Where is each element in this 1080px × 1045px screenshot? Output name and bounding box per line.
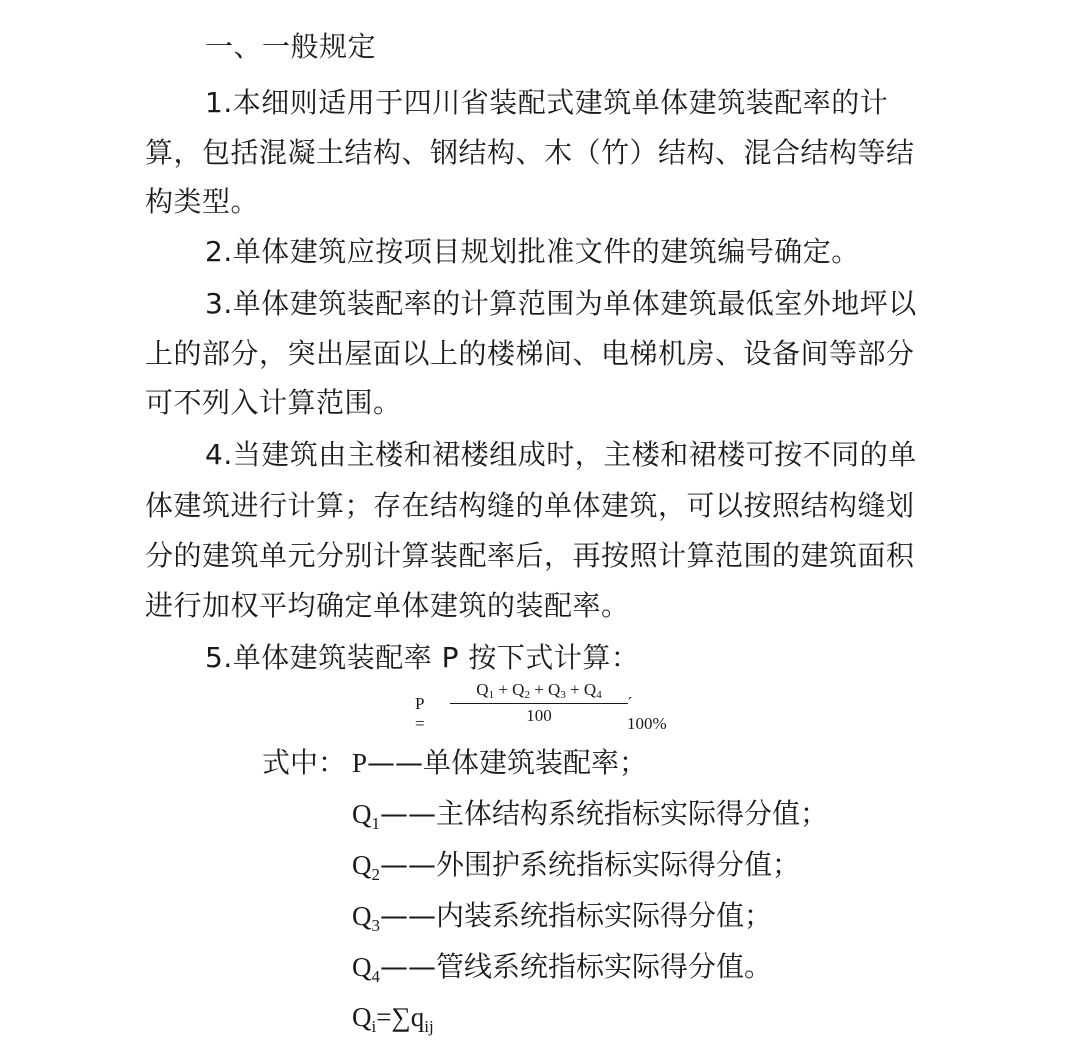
paragraph-4-line-3: 分的建筑单元分别计算装配率后，再按照计算范围的建筑面积 <box>145 539 915 572</box>
paragraph-1-line-1: 1.本细则适用于四川省装配式建筑单体建筑装配率的计 <box>205 86 889 119</box>
paragraph-3-line-1: 3.单体建筑装配率的计算范围为单体建筑最低室外地坪以 <box>205 287 917 320</box>
section-heading: 一、一般规定 <box>205 30 377 63</box>
formula-fraction <box>450 680 628 726</box>
formula-numerator: Q1 + Q2 + Q3 + Q4 <box>450 680 628 704</box>
formula-rhs: ´ 100% <box>627 694 667 733</box>
definition-q3: $Q_3——$内装系统指标实际得分值； <box>352 899 773 935</box>
paragraph-4-line-1: 4.当建筑由主楼和裙楼组成时，主楼和裙楼可按不同的单 <box>205 438 917 471</box>
sum-formula: $Q_i=\sum q_{ij}$ <box>352 1002 434 1036</box>
where-label: 式中： <box>262 746 347 779</box>
paragraph-5-line-1: 5.单体建筑装配率 P 按下式计算： <box>205 641 640 674</box>
formula-lhs: P = <box>415 694 425 733</box>
paragraph-3-line-2: 上的部分，突出屋面以上的楼梯间、电梯机房、设备间等部分 <box>145 337 915 370</box>
paragraph-4-line-2: 体建筑进行计算；存在结构缝的单体建筑，可以按照结构缝划 <box>145 489 915 522</box>
paragraph-2-line-1: 2.单体建筑应按项目规划批准文件的建筑编号确定。 <box>205 235 860 268</box>
paragraph-1-line-2: 算，包括混凝土结构、钢结构、木（竹）结构、混合结构等结 <box>145 136 915 169</box>
paragraph-3-line-3: 可不列入计算范围。 <box>145 386 402 419</box>
definition-q1: $Q_1——$主体结构系统指标实际得分值； <box>352 797 829 833</box>
formula-denominator: 100 <box>526 706 552 725</box>
paragraph-4-line-4: 进行加权平均确定单体建筑的装配率。 <box>145 589 630 622</box>
definition-p: P——单体建筑装配率； <box>352 746 648 779</box>
paragraph-1-line-3: 构类型。 <box>145 185 260 218</box>
definition-q2: $Q_2——$外围护系统指标实际得分值； <box>352 848 801 884</box>
definition-q4: $Q_4——$管线系统指标实际得分值。 <box>352 950 773 986</box>
